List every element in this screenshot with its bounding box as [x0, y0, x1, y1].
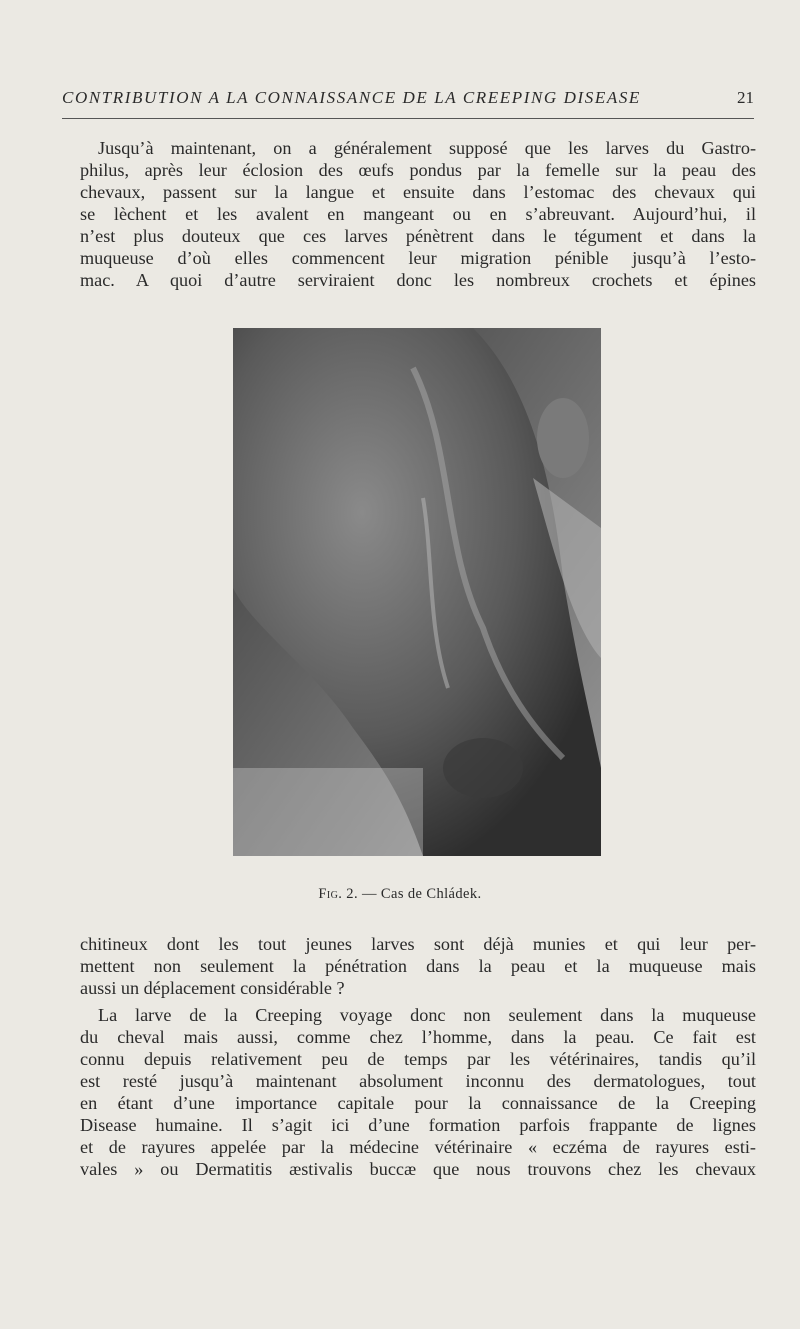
figure-label: Fig. 2. [318, 886, 358, 902]
page-number: 21 [737, 88, 754, 107]
figure-caption-text: — Cas de Chládek. [362, 886, 482, 902]
header-rule [62, 118, 754, 119]
text-line: du cheval mais aussi, comme chez l’homme, dans la peau. Ce fait est [80, 1027, 756, 1047]
text-line: est resté jusqu’à maintenant absolument inconnu des dermatologues, tout [80, 1071, 756, 1091]
text-line: Jusqu’à maintenant, on a généralement supposé que les larves du Gastro- [98, 138, 756, 158]
running-title: CONTRIBUTION A LA CONNAISSANCE DE LA CREEPING DISEASE [62, 88, 641, 107]
horse-photograph [233, 328, 601, 856]
horse-head-image [233, 328, 601, 856]
text-line: n’est plus douteux que ces larves pénètrent dans le tégument et dans la [80, 226, 756, 246]
figure-caption [0, 886, 800, 903]
text-line: mac. A quoi d’autre serviraient donc les nombreux crochets et épines [80, 270, 756, 290]
text-line: mettent non seulement la pénétration dans la peau et la muqueuse mais [80, 956, 756, 976]
text-line: aussi un déplacement considérable ? [80, 978, 345, 998]
paragraph-1 [80, 137, 756, 291]
paragraph-2 [80, 933, 756, 999]
text-line: Disease humaine. Il s’agit ici d’une formation parfois frappante de lignes [80, 1115, 756, 1135]
text-line: philus, après leur éclosion des œufs pondus par la femelle sur la peau des [80, 160, 756, 180]
text-line: connu depuis relativement peu de temps par les vétérinaires, tandis qu’il [80, 1049, 756, 1069]
text-line: chitineux dont les tout jeunes larves sont déjà munies et qui leur per- [80, 934, 756, 954]
text-line: La larve de la Creeping voyage donc non seulement dans la muqueuse [98, 1005, 756, 1025]
text-line: se lèchent et les avalent en mangeant ou en s’abreuvant. Aujourd’hui, il [80, 204, 756, 224]
text-line: en étant d’une importance capitale pour la connaissance de la Creeping [80, 1093, 756, 1113]
running-header [62, 86, 754, 114]
text-line: et de rayures appelée par la médecine vétérinaire « eczéma de rayures esti- [80, 1137, 756, 1157]
text-line: chevaux, passent sur la langue et ensuite dans l’estomac des chevaux qui [80, 182, 756, 202]
text-line: vales » ou Dermatitis æstivalis buccæ que nous trouvons chez les chevaux [80, 1159, 756, 1179]
text-line: muqueuse d’où elles commencent leur migration pénible jusqu’à l’esto- [80, 248, 756, 268]
paragraph-3 [80, 1004, 756, 1180]
